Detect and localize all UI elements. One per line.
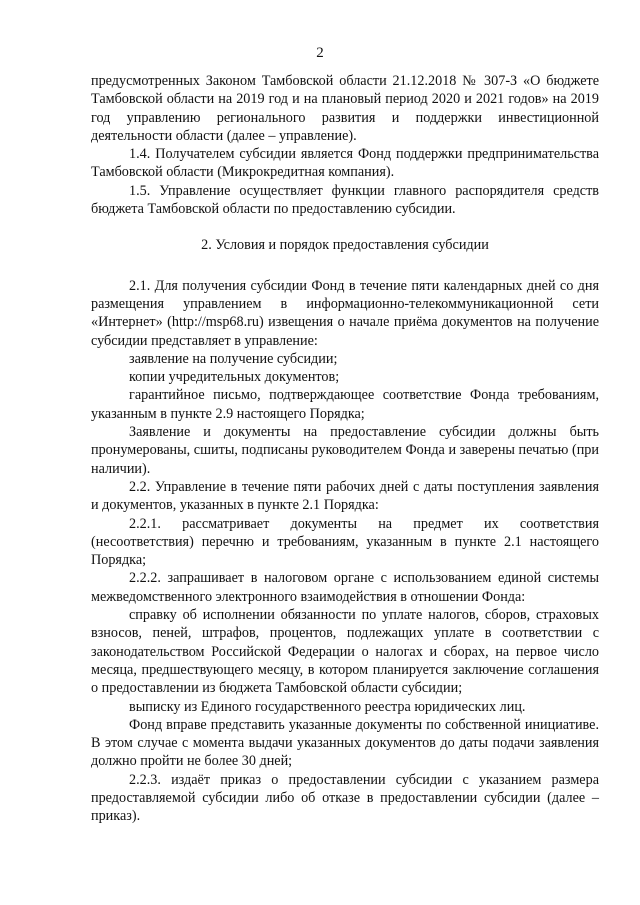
page-number: 2 [316, 45, 324, 61]
paragraph-1-5: 1.5. Управление осуществляет функции главного распорядителя средств бюджета Тамбовской области по предоставлению субсидии. [91, 182, 599, 218]
paragraph-1-4: 1.4. Получателем субсидии является Фонд поддержки предпринимательства Тамбовской области (Микрокредитная компания). [91, 146, 599, 181]
paragraph-2-2-3: 2.2.3. издаёт приказ о предоставлении субсидии с указанием размера предоставляемой субсидии либо об отказе в предоставлении субсидии (далее – приказ). [91, 771, 599, 825]
paragraph-continuation: предусмотренных Законом Тамбовской области 21.12.2018 № 307-З «О бюджете Тамбовской области на 2019 год и на плановый период 2020 и 2021 годов» на 2019 год управлению регионального развития и поддержки инвестиционной деятельности области (далее – управление). [91, 73, 599, 144]
list-item-guarantee-letter: гарантийное письмо, подтверждающее соответствие Фонда требованиям, указанным в пункте 2.9 настоящего Порядка; [91, 387, 599, 422]
paragraph-2-1: 2.1. Для получения субсидии Фонд в течение пяти календарных дней со дня размещения управлением в информационно-телекоммуникационной сети «Интернет» (http://msp68.ru) извещения о начале приёма документов на получение субсидии представляет в управление: [91, 277, 599, 349]
list-item-registry-extract: выписку из Единого государственного реестра юридических лиц. [129, 698, 526, 715]
paragraph-2-2: 2.2. Управление в течение пяти рабочих дней с даты поступления заявления и документов, указанных в пункте 2.1 Порядка: [91, 478, 599, 514]
list-item-founding-documents: копии учредительных документов; [129, 369, 340, 386]
paragraph-2-2-1: 2.2.1. рассматривает документы на предмет их соответствия (несоответствия) перечню и требованиям, указанным в пункте 2.1 настоящего Порядка; [91, 515, 599, 569]
paragraph-2-2-2: 2.2.2. запрашивает в налоговом органе с использованием единой системы межведомственного электронного взаимодействия в отношении Фонда: [91, 570, 599, 605]
paragraph-own-initiative: Фонд вправе представить указанные документы по собственной инициативе. В этом случае с момента выдачи указанных документов до даты подачи заявления должно пройти не более 30 дней; [91, 716, 599, 770]
section-heading: 2. Условия и порядок предоставления субсидии [201, 237, 489, 254]
paragraph-document-requirements: Заявление и документы на предоставление субсидии должны быть пронумерованы, сшиты, подписаны руководителем Фонда и заверены печатью (при наличии). [91, 424, 599, 477]
list-item-application: заявление на получение субсидии; [129, 350, 338, 367]
list-item-tax-certificate: справку об исполнении обязанности по уплате налогов, сборов, страховых взносов, пеней, штрафов, процентов, подлежащих уплате в соответствии с законодательством Российской Федерации о налогах и сборах, на первое число месяца, предшествующего месяцу, в котором планируется заключение соглашения о предоставлении из бюджета Тамбовской области субсидии; [91, 607, 599, 697]
document-body [91, 72, 599, 826]
